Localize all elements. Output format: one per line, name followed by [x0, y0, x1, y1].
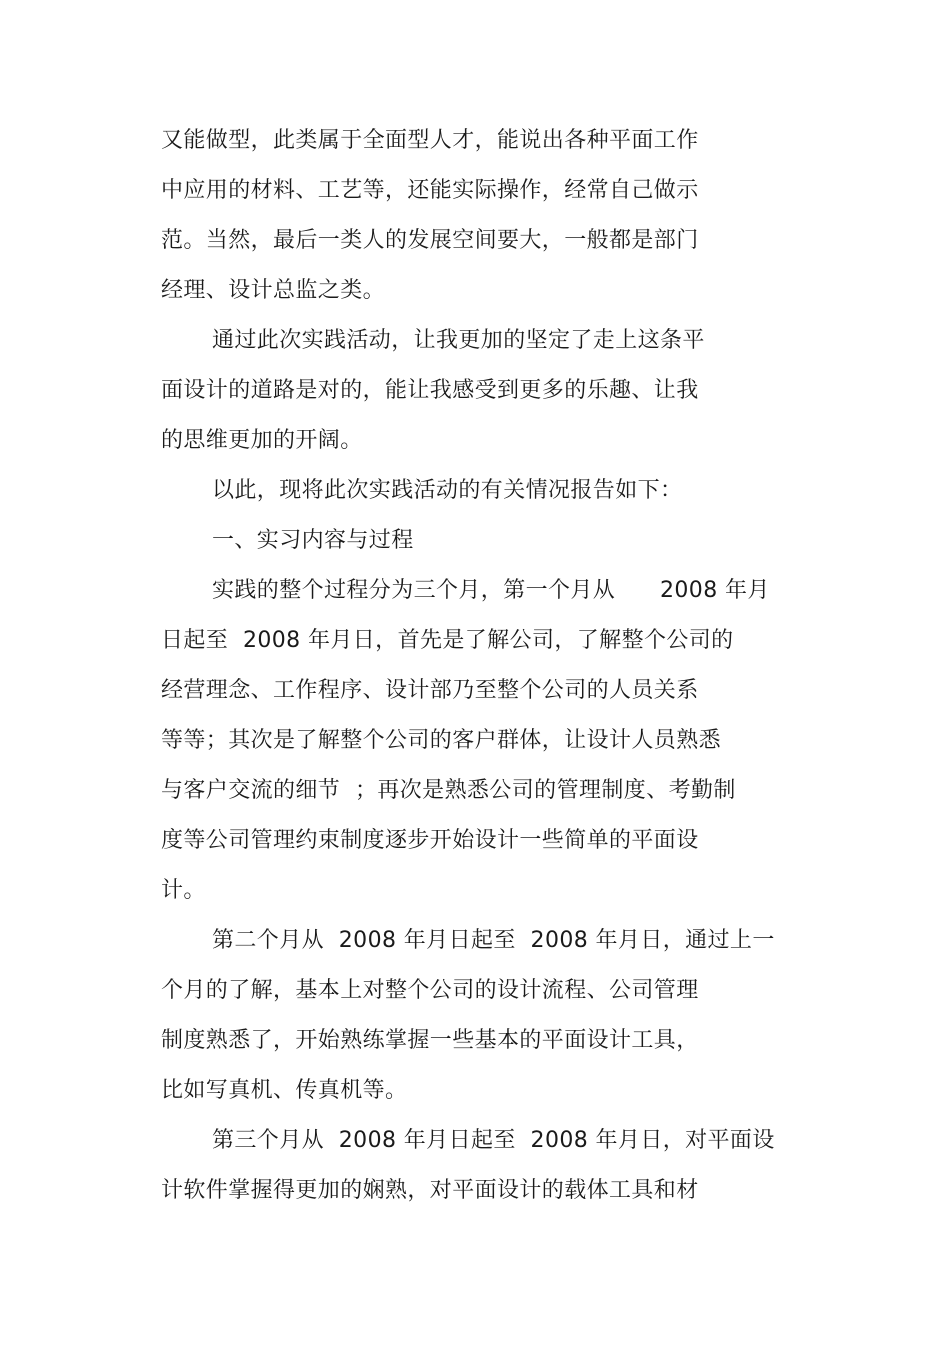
text-line: 实践的整个过程分为三个月，第一个月从 2008 年月	[212, 578, 770, 603]
text-line: 通过此次实践活动，让我更加的坚定了走上这条平	[212, 328, 705, 353]
text-line: 范。当然，最后一类人的发展空间要大，一般都是部门	[161, 228, 699, 253]
text-line: 计软件掌握得更加的娴熟，对平面设计的载体工具和材	[161, 1178, 699, 1203]
text-line: 面设计的道路是对的，能让我感受到更多的乐趣、让我	[161, 378, 699, 403]
text-line: 等等；其次是了解整个公司的客户群体，让设计人员熟悉	[161, 728, 722, 753]
text-line: 日起至 2008 年月日，首先是了解公司，了解整个公司的	[161, 628, 734, 653]
section-heading: 一、实习内容与过程	[212, 528, 414, 553]
text-line: 度等公司管理约束制度逐步开始设计一些简单的平面设	[161, 828, 699, 853]
text-line: 以此，现将此次实践活动的有关情况报告如下：	[212, 478, 683, 503]
text-line: 制度熟悉了，开始熟练掌握一些基本的平面设计工具，	[161, 1028, 699, 1053]
text-line: 的思维更加的开阔。	[161, 428, 363, 453]
text-line: 与客户交流的细节 ；再次是熟悉公司的管理制度、考勤制	[161, 778, 736, 803]
text-line: 经理、设计总监之类。	[161, 278, 386, 303]
text-line: 个月的了解，基本上对整个公司的设计流程、公司管理	[161, 978, 699, 1003]
text-line: 比如写真机、传真机等。	[161, 1078, 408, 1103]
text-line: 计。	[161, 878, 206, 903]
text-line: 第二个月从 2008 年月日起至 2008 年月日，通过上一	[212, 928, 775, 953]
text-line: 经营理念、工作程序、设计部乃至整个公司的人员关系	[161, 678, 699, 703]
text-line: 又能做型，此类属于全面型人才，能说出各种平面工作	[161, 128, 699, 153]
text-line: 第三个月从 2008 年月日起至 2008 年月日，对平面设	[212, 1128, 775, 1153]
text-line: 中应用的材料、工艺等，还能实际操作，经常自己做示	[161, 178, 699, 203]
